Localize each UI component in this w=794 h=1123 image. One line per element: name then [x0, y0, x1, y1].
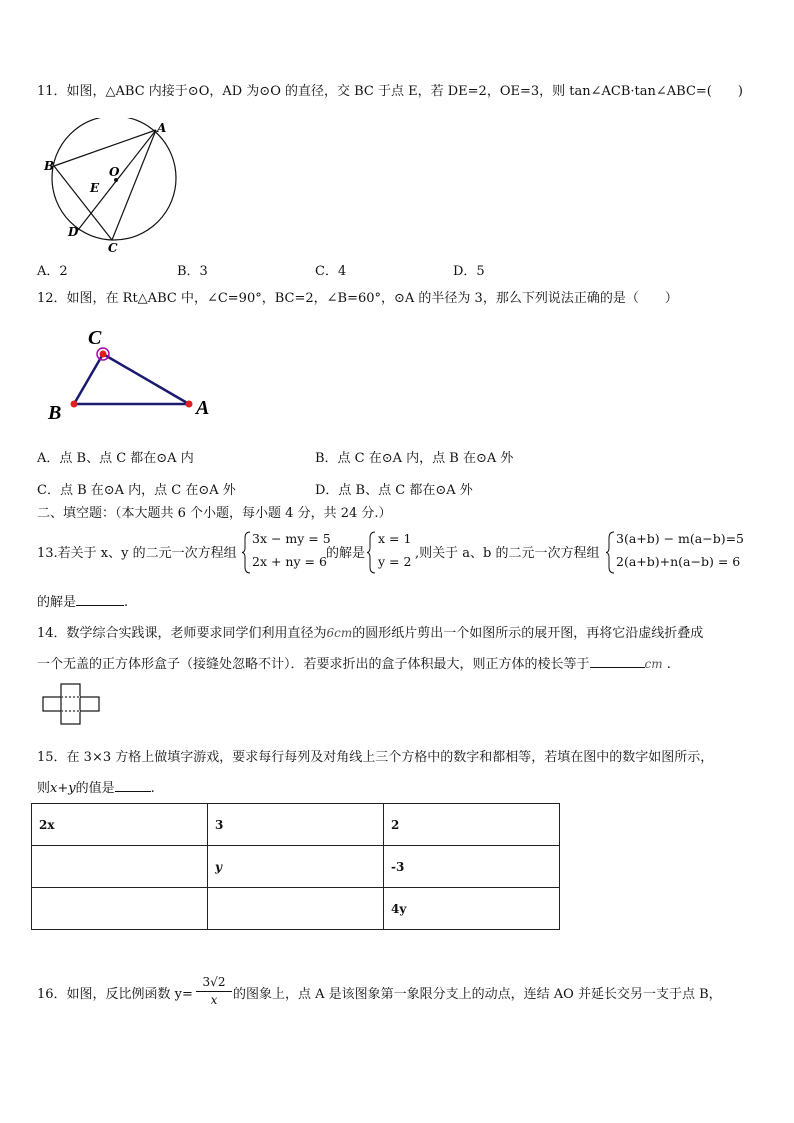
grid-cell: 2x	[32, 804, 208, 846]
table-row	[32, 888, 560, 930]
q16-part-b: 的图象上，点 A 是该图象第一象限分支上的动点，连结 AO 并延长交另一支于点 B，	[233, 987, 722, 1002]
segment-bc	[54, 166, 112, 240]
q13-sys1-eq1: 3x − my = 5	[252, 531, 331, 546]
q12-triangle-figure	[40, 322, 230, 427]
q13-brace-3	[606, 530, 616, 575]
q11-option-a: A．2	[37, 264, 68, 279]
q14-diameter: 6cm	[326, 626, 353, 640]
q12-text: 12．如图，在 Rt△ABC 中，∠C=90°，BC=2，∠B=60°，⊙A 的半径为 3，那么下列说法正确的是（ ）	[37, 291, 678, 306]
label-a: A	[196, 397, 210, 419]
grid-cell: y	[208, 846, 384, 888]
segment-ac	[112, 130, 156, 240]
vertex-a-point	[186, 401, 193, 408]
q12-option-c: C．点 B 在⊙A 内，点 C 在⊙A 外	[37, 483, 236, 498]
grid-cell: 2	[384, 804, 560, 846]
section-fill-in-title: 二、填空题：（本大题共 6 个小题，每小题 4 分，共 24 分.）	[37, 506, 392, 521]
q15-line2b: 的值是	[75, 781, 115, 796]
q13-end: .	[124, 595, 129, 610]
q15-answer-blank	[115, 779, 151, 792]
q12-option-d: D．点 B、点 C 都在⊙A 外	[315, 483, 473, 498]
q13-sol-x: x = 1	[378, 531, 412, 546]
q16-fraction	[196, 974, 232, 1009]
q14-answer-blank	[590, 655, 645, 668]
side-bc	[74, 354, 103, 404]
q13-part3: ,则关于 a、b 的二元一次方程组	[415, 546, 600, 561]
q14-cube-net-figure	[42, 683, 102, 725]
q14-line1a: 14．数学综合实践课，老师要求同学们利用直径为	[37, 626, 327, 641]
q15-line1: 15．在 3×3 方格上做填字游戏，要求每行每列及对角线上三个方格中的数字和都相等，若填在图中的数字如图所示，	[37, 750, 714, 765]
q16-part-a: 16．如图，反比例函数 y=	[37, 987, 193, 1002]
q11-text: 11．如图，△ABC 内接于⊙O，AD 为⊙O 的直径，交 BC 于点 E，若 DE=2，OE=3，则 tan∠ACB·tan∠ABC=( )	[37, 84, 743, 99]
q13-brace-1	[242, 530, 252, 575]
q15-expr: x+y	[50, 781, 76, 796]
q14-end: .	[666, 657, 671, 672]
q11-option-b: B．3	[177, 264, 208, 279]
q13-part2: 的解是	[326, 546, 366, 561]
label-d: D	[68, 225, 79, 239]
label-o: O	[109, 165, 120, 179]
q14-line2	[37, 655, 671, 674]
q14-unit: cm	[644, 657, 663, 671]
q12-option-b: B．点 C 在⊙A 内，点 B 在⊙A 外	[315, 451, 514, 466]
q12-option-a: A．点 B、点 C 都在⊙A 内	[37, 451, 194, 466]
q13-brace-2	[367, 530, 377, 575]
side-ca	[103, 354, 189, 404]
grid-cell: -3	[384, 846, 560, 888]
q11-option-c: C．4	[315, 264, 347, 279]
q13-sys2-eq1: 3(a+b) − m(a−b)=5	[616, 531, 745, 546]
grid-cell: 3	[208, 804, 384, 846]
q13-sys2-eq2: 2(a+b)+n(a−b) = 6	[616, 554, 741, 569]
grid-cell	[32, 888, 208, 930]
label-c: C	[108, 241, 118, 255]
q14-line1b: 的圆形纸片剪出一个如图所示的展开图，再将它沿虚线折叠成	[352, 626, 704, 641]
grid-cell	[32, 846, 208, 888]
q15-end: .	[150, 781, 155, 796]
q15-magic-square	[31, 803, 560, 930]
label-b: B	[48, 402, 62, 424]
vertex-c-point	[100, 351, 107, 358]
table-row	[32, 846, 560, 888]
circle-o	[52, 118, 176, 240]
grid-cell: 4y	[384, 888, 560, 930]
q13-line2	[37, 593, 128, 612]
grid-cell	[208, 888, 384, 930]
label-c: C	[88, 327, 102, 349]
q13-line2-text: 的解是	[37, 595, 77, 610]
q16-numerator: 3√2	[196, 974, 232, 992]
q14-line1	[37, 624, 703, 643]
q13-sol-y: y = 2	[378, 554, 412, 569]
q13-part1: 13.若关于 x、y 的二元一次方程组	[37, 546, 237, 561]
table-row	[32, 804, 560, 846]
q11-circle-figure	[36, 118, 186, 258]
q15-line2a: 则	[37, 781, 51, 796]
q16-denominator: x	[210, 993, 218, 1007]
label-a: A	[157, 121, 167, 135]
q11-option-d: D．5	[453, 264, 485, 279]
q15-line2	[37, 779, 155, 798]
label-e: E	[90, 181, 100, 195]
q13-sys1-eq2: 2x + ny = 6	[252, 554, 327, 569]
q13-answer-blank	[76, 593, 124, 606]
label-b: B	[44, 159, 55, 173]
q14-line2-text: 一个无盖的正方体形盒子（接缝处忽略不计）．若要求折出的盒子体积最大，则正方体的棱长等于	[37, 657, 590, 672]
vertex-b-point	[71, 401, 78, 408]
